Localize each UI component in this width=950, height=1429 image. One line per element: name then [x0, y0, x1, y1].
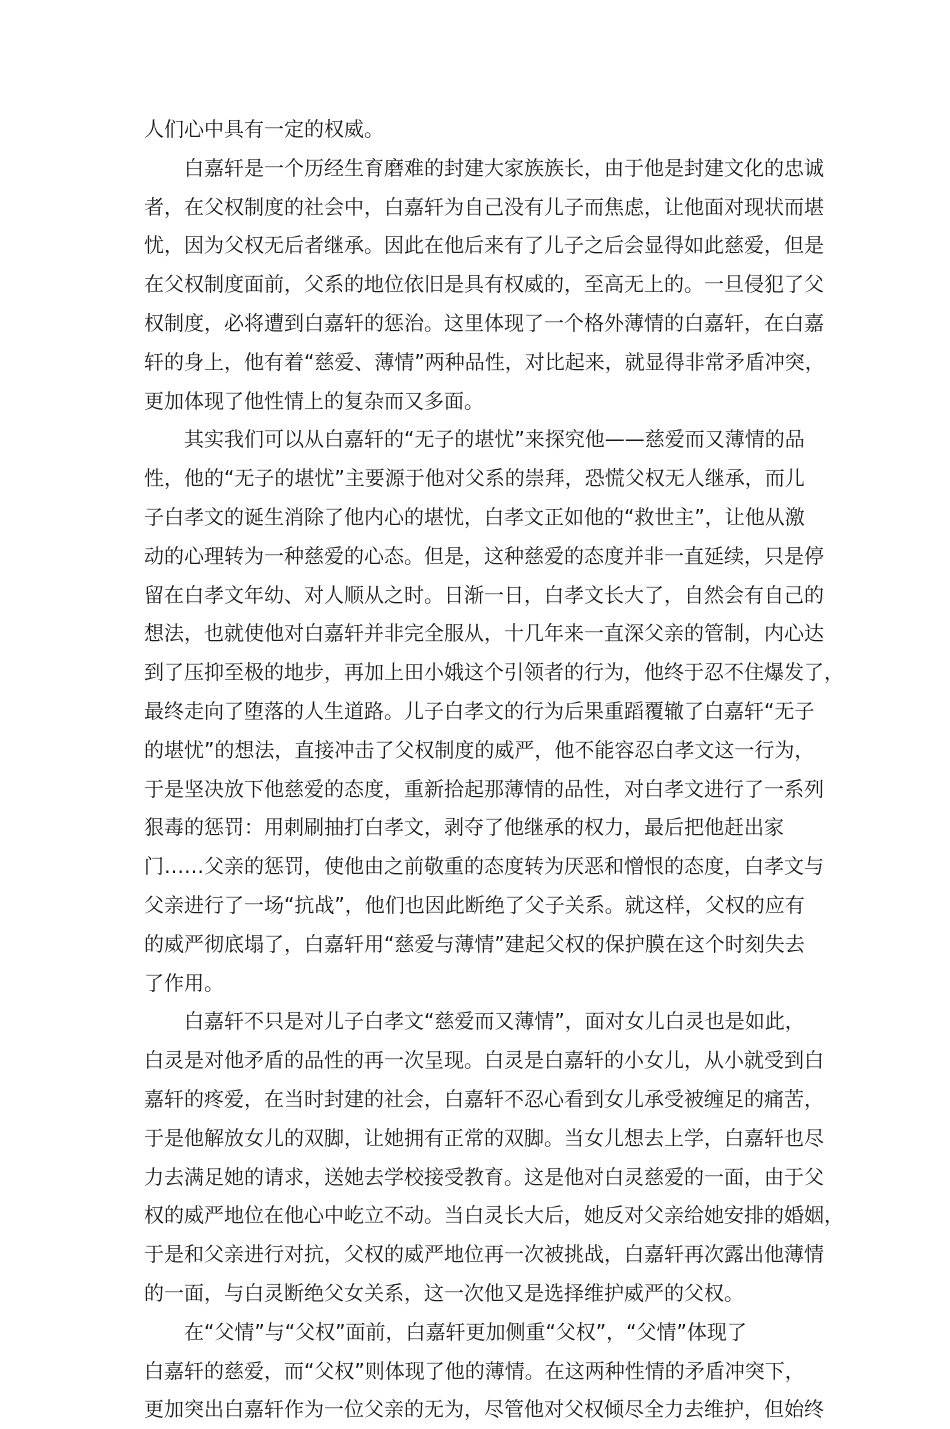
- text-line: 于是他解放女儿的双脚，让她拥有正常的双脚。当女儿想去上学，白嘉轩也尽: [144, 1125, 824, 1150]
- text-line: 者，在父权制度的社会中，白嘉轩为自己没有儿子而焦虑，让他面对现状而堪: [144, 194, 824, 219]
- text-line: 忧，因为父权无后者继承。因此在他后来有了儿子之后会显得如此慈爱，但是: [144, 233, 824, 258]
- text-line: 轩的身上，他有着“慈爱、薄情”两种品性，对比起来，就显得非常矛盾冲突，: [144, 349, 825, 374]
- text-line: 了作用。: [144, 970, 224, 995]
- text-line: 其实我们可以从白嘉轩的“无子的堪忧”来探究他——慈爱而又薄情的品: [184, 427, 805, 452]
- text-line: 性，他的“无子的堪忧”主要源于他对父系的崇拜，恐慌父权无人继承，而儿: [144, 466, 805, 491]
- text-line: 白灵是对他矛盾的品性的再一次呈现。白灵是白嘉轩的小女儿，从小就受到白: [144, 1048, 824, 1073]
- text-line: 权的威严地位在他心中屹立不动。当白灵长大后，她反对父亲给她安排的婚姻，: [144, 1203, 844, 1228]
- text-line: 于是坚决放下他慈爱的态度，重新拾起那薄情的品性，对白孝文进行了一系列: [144, 776, 824, 801]
- text-line: 动的心理转为一种慈爱的心态。但是，这种慈爱的态度并非一直延续，只是停: [144, 543, 824, 568]
- text-line: 白嘉轩不只是对儿子白孝文“慈爱而又薄情”，面对女儿白灵也是如此，: [184, 1009, 805, 1034]
- document-body: [144, 110, 844, 1429]
- text-line: 权制度，必将遭到白嘉轩的惩治。这里体现了一个格外薄情的白嘉轩，在白嘉: [144, 310, 824, 335]
- text-line: 想法，也就使他对白嘉轩并非完全服从，十几年来一直深父亲的管制，内心达: [144, 621, 824, 646]
- text-line: 最终走向了堕落的人生道路。儿子白孝文的行为后果重蹈覆辙了白嘉轩“无子: [144, 698, 815, 723]
- paragraph-2: [144, 149, 825, 421]
- text-line: 在父权制度面前，父系的地位依旧是具有权威的，至高无上的。一旦侵犯了父: [144, 272, 824, 297]
- text-line: 白嘉轩是一个历经生育磨难的封建大家族族长，由于他是封建文化的忠诚: [184, 155, 824, 180]
- text-line: 子白孝文的诞生消除了他内心的堪忧，白孝文正如他的“救世主”，让他从激: [144, 504, 805, 529]
- paragraph-5: [144, 1313, 824, 1429]
- paragraph-1: [144, 110, 808, 149]
- text-line: 门……父亲的惩罚，使他由之前敬重的态度转为厌恶和憎恨的态度，白孝文与: [144, 854, 824, 879]
- text-line: 更加突出白嘉轩作为一位父亲的无为，尽管他对父权倾尽全力去维护，但始终: [144, 1397, 824, 1422]
- text-line: 白嘉轩的慈爱，而“父权”则体现了他的薄情。在这两种性情的矛盾冲突下，: [144, 1358, 805, 1383]
- text-line: 父亲进行了一场“抗战”，他们也因此断绝了父子关系。就这样，父权的应有: [144, 892, 805, 917]
- text-line: 嘉轩的疼爱，在当时封建的社会，白嘉轩不忍心看到女儿承受被缠足的痛苦，: [144, 1086, 824, 1111]
- text-line: 的威严彻底塌了，白嘉轩用“慈爱与薄情”建起父权的保护膜在这个时刻失去: [144, 931, 805, 956]
- text-line: 更加体现了他性情上的复杂而又多面。: [144, 388, 484, 413]
- text-line: 狠毒的惩罚：用刺刷抽打白孝文，剥夺了他继承的权力，最后把他赶出家: [144, 815, 784, 840]
- paragraph-3: [144, 420, 844, 1002]
- text-line: 的一面，与白灵断绝父女关系，这一次他又是选择维护威严的父权。: [144, 1280, 744, 1305]
- text-line: 于是和父亲进行对抗，父权的威严地位再一次被挑战，白嘉轩再次露出他薄情: [144, 1242, 824, 1267]
- text-line: 的堪忧”的想法，直接冲击了父权制度的威严，他不能容忍白孝文这一行为，: [144, 737, 815, 762]
- text-line: 人们心中具有一定的权威。: [144, 117, 384, 141]
- text-line: 力去满足她的请求，送她去学校接受教育。这是他对白灵慈爱的一面，由于父: [144, 1164, 824, 1189]
- paragraph-4: [144, 1002, 844, 1312]
- text-line: 到了压抑至极的地步，再加上田小娥这个引领者的行为，他终于忍不住爆发了，: [144, 660, 844, 685]
- text-line: 在“父情”与“父权”面前，白嘉轩更加侧重“父权”，“父情”体现了: [184, 1319, 747, 1344]
- text-line: 留在白孝文年幼、对人顺从之时。日渐一日，白孝文长大了，自然会有自己的: [144, 582, 824, 607]
